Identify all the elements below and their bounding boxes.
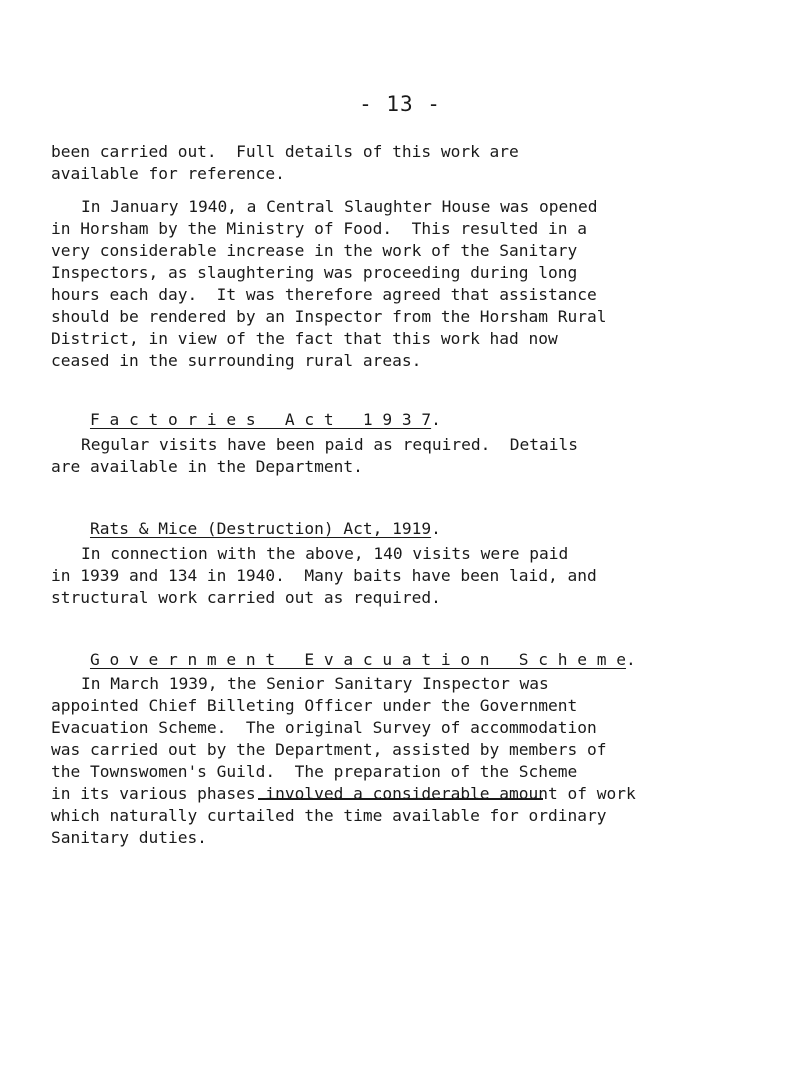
text-line: in its various phases involved a considerable amount of work <box>51 784 636 803</box>
text-line: In connection with the above, 140 visits were paid <box>81 544 569 563</box>
text-line: should be rendered by an Inspector from the Horsham Rural <box>51 307 607 326</box>
text-line: In January 1940, a Central Slaughter House was opened <box>81 197 598 216</box>
paragraph-evacuation <box>51 673 771 849</box>
paragraph-factories <box>51 434 771 478</box>
text-line: available for reference. <box>51 164 285 183</box>
text-line: Inspectors, as slaughtering was proceeding during long <box>51 263 578 282</box>
paragraph-slaughter-house <box>51 196 771 372</box>
text-line: hours each day. It was therefore agreed that assistance <box>51 285 597 304</box>
text-line: been carried out. Full details of this work are <box>51 142 519 161</box>
text-line: very considerable increase in the work of the Sanitary <box>51 241 578 260</box>
heading-factories-suffix: . <box>431 410 441 429</box>
text-line: ceased in the surrounding rural areas. <box>51 351 422 370</box>
heading-rats-suffix: . <box>431 519 441 538</box>
text-line: Evacuation Scheme. The original Survey of accommodation <box>51 718 597 737</box>
section-divider <box>258 798 543 800</box>
text-line: Regular visits have been paid as required. Details <box>81 435 579 454</box>
text-line: are available in the Department. <box>51 457 363 476</box>
page-number: - 13 - <box>359 92 441 116</box>
text-line: the Townswomen's Guild. The preparation of the Scheme <box>51 762 578 781</box>
text-line: District, in view of the fact that this work had now <box>51 329 558 348</box>
heading-factories-text: F a c t o r i e s A c t 1 9 3 7 <box>89 410 432 429</box>
text-line: appointed Chief Billeting Officer under the Government <box>51 696 578 715</box>
text-line: structural work carried out as required. <box>51 588 441 607</box>
paragraph-rats-mice <box>51 543 771 609</box>
text-line: which naturally curtailed the time available for ordinary <box>51 806 607 825</box>
text-line: In March 1939, the Senior Sanitary Inspector was <box>81 674 549 693</box>
text-line: in 1939 and 134 in 1940. Many baits have been laid, and <box>51 566 597 585</box>
heading-evacuation-text: G o v e r n m e n t E v a c u a t i o n S c h e m e <box>89 650 626 669</box>
text-line: Sanitary duties. <box>51 828 207 847</box>
paragraph-continuation <box>51 141 771 185</box>
text-line: was carried out by the Department, assisted by members of <box>51 740 607 759</box>
text-line: in Horsham by the Ministry of Food. This resulted in a <box>51 219 588 238</box>
heading-rats-text: Rats & Mice (Destruction) Act, 1919 <box>89 519 432 538</box>
heading-evacuation-suffix: . <box>626 650 636 669</box>
